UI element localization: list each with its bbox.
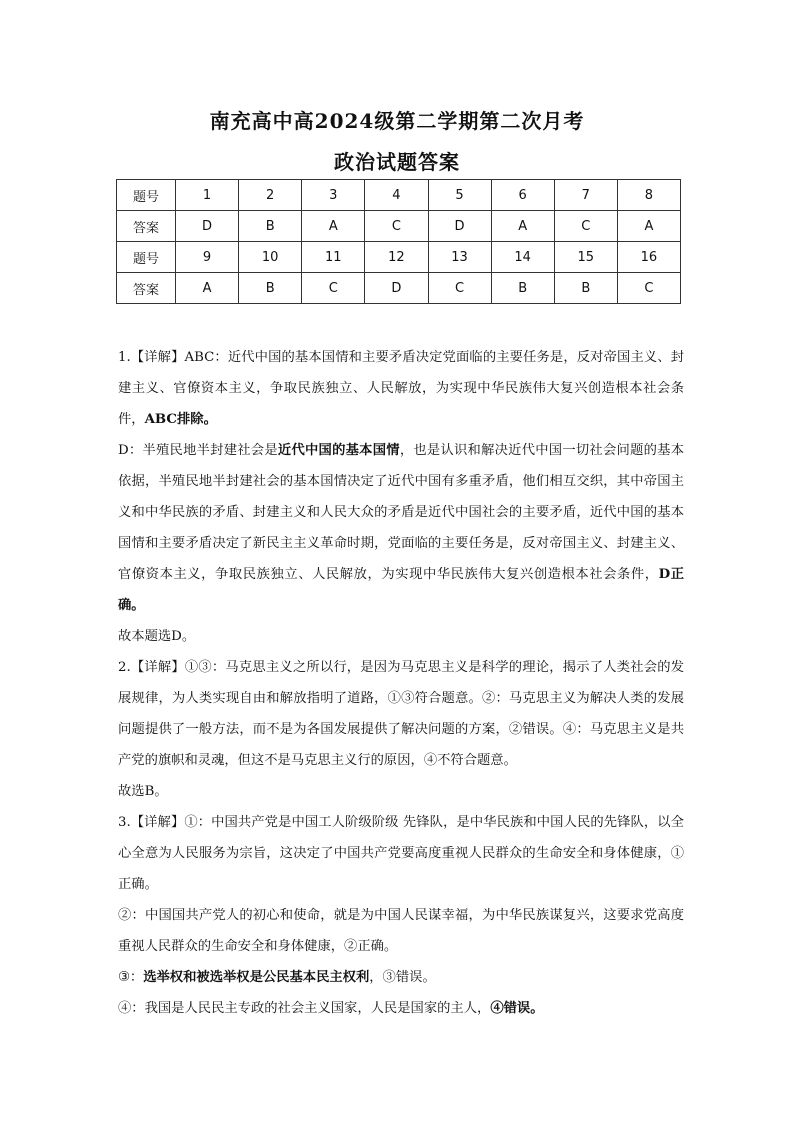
q3-p4-pre: ④：我国是人民民主专政的社会主义国家，人民是国家的主人， [118, 1001, 491, 1016]
table-cell: 7 [554, 180, 617, 211]
table-cell: B [554, 273, 617, 304]
table-cell: 16 [617, 242, 680, 273]
q2-text: 2.【详解】①③：马克思主义之所以行，是因为马克思主义是科学的理论，揭示了人类社会的发展规律，为人类实现自由和解放指明了道路，①③符合题意。②：马克思主义为解决人类的发展问题提供了一般方法，而不是为各国发展提供了解决问题的方案，②错误。④：马克思主义是共产党的旗帜和灵魂，但这不是马克思主义行的原因，④不符合题意。 [118, 660, 684, 768]
table-cell: 2 [239, 180, 302, 211]
q3-p3-post: ，③错误。 [369, 970, 436, 985]
table-cell: 3 [302, 180, 365, 211]
q1-intro-bold: ABC排除。 [144, 412, 217, 427]
q1-intro-text: 1.【详解】ABC：近代中国的基本国情和主要矛盾决定党面临的主要任务是，反对帝国主义、封建主义、官僚资本主义，争取民族独立、人民解放，为实现中华民族伟大复兴创造根本社会条件， [118, 350, 684, 427]
q1-d-bold: 近代中国的基本国情 [277, 443, 400, 458]
q3-p4-bold: ④错误。 [490, 1001, 544, 1016]
table-cell: B [239, 273, 302, 304]
row-label: 答案 [117, 211, 176, 242]
q3-p2: ②：中国国共产党人的初心和使命，就是为中国人民谋幸福，为中华民族谋复兴，这要求党高度重视人民群众的生命安全和身体健康，②正确。 [118, 908, 684, 954]
q1-d-bold2: D正确。 [118, 567, 685, 613]
table-cell: 15 [554, 242, 617, 273]
table-cell: C [302, 273, 365, 304]
row-label: 答案 [117, 273, 176, 304]
table-cell: A [617, 211, 680, 242]
table-cell: 1 [176, 180, 239, 211]
table-cell: 5 [428, 180, 491, 211]
answer-table [116, 179, 681, 304]
document-subtitle: 政治试题答案 [334, 150, 460, 174]
table-cell: C [554, 211, 617, 242]
row-label: 题号 [117, 242, 176, 273]
q1-d-post: ，也是认识和解决近代中国一切社会问题的基本依据，半殖民地半封建社会的基本国情决定了近代中国有多重矛盾，他们相互交织，其中帝国主义和中华民族的矛盾、封建主义和人民大众的矛盾是近代中国社会的主要矛盾，近代中国的基本国情和主要矛盾决定了新民主主义革命时期，党面临的主要任务是，反对帝国主义、封建主义、官僚资本主义，争取民族独立、人民解放，为实现中华民族伟大复兴创造根本社会条件， [118, 443, 685, 582]
table-cell: D [365, 273, 428, 304]
table-cell: 14 [491, 242, 554, 273]
table-cell: 13 [428, 242, 491, 273]
table-cell: 6 [491, 180, 554, 211]
q1-option-d [118, 435, 684, 621]
table-cell: B [491, 273, 554, 304]
table-cell: D [428, 211, 491, 242]
document-title: 南充高中高2024级第二学期第二次月考 [209, 109, 585, 133]
table-cell: 4 [365, 180, 428, 211]
table-row [117, 242, 681, 273]
table-cell: C [617, 273, 680, 304]
table-row [117, 211, 681, 242]
table-cell: 12 [365, 242, 428, 273]
table-cell: A [176, 273, 239, 304]
row-label: 题号 [117, 180, 176, 211]
q1-conclusion: 故本题选D。 [118, 629, 196, 644]
table-row [117, 180, 681, 211]
table-cell: B [239, 211, 302, 242]
table-row [117, 273, 681, 304]
table-cell: C [365, 211, 428, 242]
table-cell: 8 [617, 180, 680, 211]
q2-conclusion: 故选B。 [118, 784, 168, 799]
q3-p3-pre: ③： [118, 970, 144, 985]
table-cell: 9 [176, 242, 239, 273]
q1-d-pre: D：半殖民地半封建社会是 [118, 443, 278, 458]
table-cell: A [302, 211, 365, 242]
explanations [118, 342, 684, 1024]
q3-p3 [118, 962, 684, 993]
table-cell: 11 [302, 242, 365, 273]
q3-p3-bold: 选举权和被选举权是公民基本民主权利 [143, 970, 370, 985]
q3-p4 [118, 993, 684, 1024]
table-cell: A [491, 211, 554, 242]
table-cell: 10 [239, 242, 302, 273]
table-cell: D [176, 211, 239, 242]
q1-intro [118, 342, 684, 435]
q3-p1: 3.【详解】①：中国共产党是中国工人阶级阶级 先锋队，是中华民族和中国人民的先锋队，以全心全意为人民服务为宗旨，这决定了中国共产党要高度重视人民群众的生命安全和身体健康，①正确。 [118, 815, 684, 892]
table-cell: C [428, 273, 491, 304]
